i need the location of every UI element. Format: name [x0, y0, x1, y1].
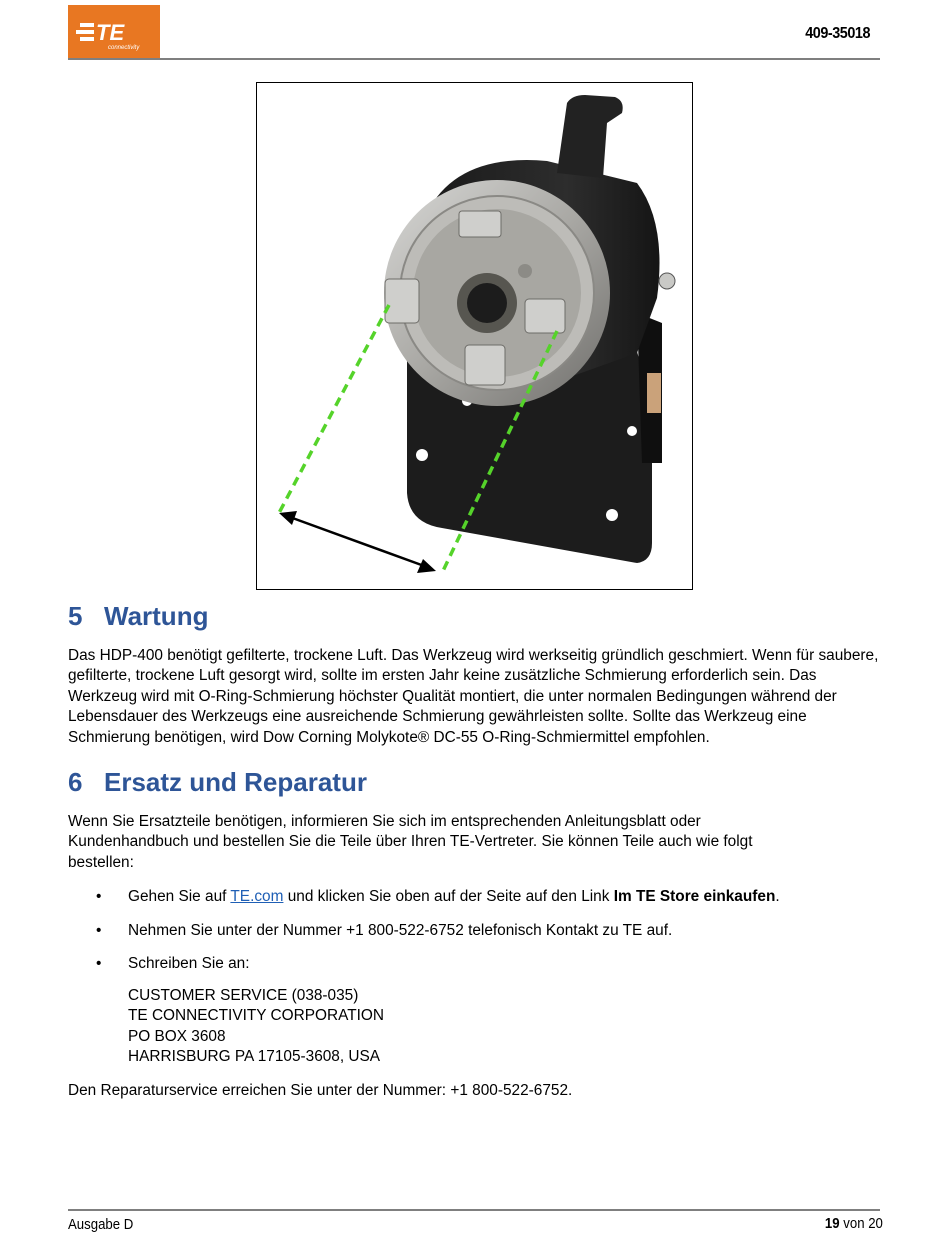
section-5-paragraph: Das HDP-400 benötigt gefilterte, trockene Luft. Das Werkzeug wird werkseitig gründlich geschmiert. Wenn für saubere, gefilterte, trockene Luft gesorgt wird, sollte im ersten Jahr keine zusätzliche Schmierung erforderlich sein. Das Werkzeug wird mit O-Ring-Schmierung höchster Qualität montiert, die unter normalen Bedingungen während der Lebensdauer des Werkzeugs eine ausreichende Schmierung gewährleisten sollte. Sollte das Werkzeug eine Schmierung benötigen, wird Dow Corning Molykote® DC-55 O-Ring-Schmiermittel empfohlen. — [68, 647, 879, 746]
list-item-text: Schreiben Sie an: — [128, 955, 250, 972]
list-item-text: Nehmen Sie unter der Nummer +1 800-522-6752 telefonisch Kontakt zu TE auf. — [128, 922, 673, 939]
section-6-intro — [68, 812, 880, 873]
address-line: TE CONNECTIVITY CORPORATION — [128, 1007, 384, 1025]
section-6-heading — [68, 767, 367, 798]
te-connectivity-logo — [68, 5, 160, 58]
bullet-icon: • — [96, 888, 102, 905]
list-item-text-part: . — [775, 888, 780, 905]
repair-service-text: Den Reparaturservice erreichen Sie unter der Nummer: +1 800-522-6752. — [68, 1082, 573, 1099]
section-6-intro-line: Wenn Sie Ersatzteile benötigen, informieren Sie sich im entsprechenden Anleitungsblatt oder — [68, 813, 701, 830]
section-5-title: Wartung — [104, 601, 209, 631]
section-6-number: 6 — [68, 767, 83, 797]
footer-divider — [68, 1209, 880, 1211]
edition-label: Ausgabe D — [68, 1216, 134, 1233]
bullet-icon: • — [96, 922, 102, 939]
section-6-intro-line: Kundenhandbuch und bestellen Sie die Teile über Ihren TE-Vertreter. Sie können Teile auch wie folgt — [68, 833, 753, 851]
list-item-text-part: und klicken Sie oben auf der Seite auf den Link — [283, 888, 614, 905]
list-item-text — [128, 887, 780, 907]
te-logo-mark-icon — [68, 5, 160, 58]
document-number: 409-35018 — [805, 25, 870, 42]
te-store-link-label: Im TE Store einkaufen — [613, 888, 776, 905]
tool-photo — [256, 82, 693, 590]
address-line: HARRISBURG PA 17105-3608, USA — [128, 1048, 381, 1066]
address-line: PO BOX 3608 — [128, 1027, 226, 1045]
hdp-400-tool-image — [257, 83, 692, 589]
svg-text:connectivity: connectivity — [108, 45, 140, 51]
list-item-text-part: Gehen Sie auf — [128, 888, 231, 905]
page-number — [825, 1215, 883, 1232]
section-5-heading — [68, 601, 208, 632]
section-6-intro-line: bestellen: — [68, 853, 134, 871]
section-6-title: Ersatz und Reparatur — [104, 767, 367, 797]
section-5-number: 5 — [68, 601, 83, 631]
svg-text:TE: TE — [96, 20, 125, 45]
bullet-icon: • — [96, 955, 102, 972]
page-current: 19 — [825, 1215, 840, 1232]
te-com-link[interactable]: TE.com — [230, 888, 284, 905]
header-divider — [68, 58, 880, 60]
address-line: CUSTOMER SERVICE (038-035) — [128, 987, 359, 1004]
page-separator: von — [839, 1215, 869, 1232]
page-total: 20 — [868, 1215, 883, 1232]
mailing-address — [128, 986, 384, 1068]
